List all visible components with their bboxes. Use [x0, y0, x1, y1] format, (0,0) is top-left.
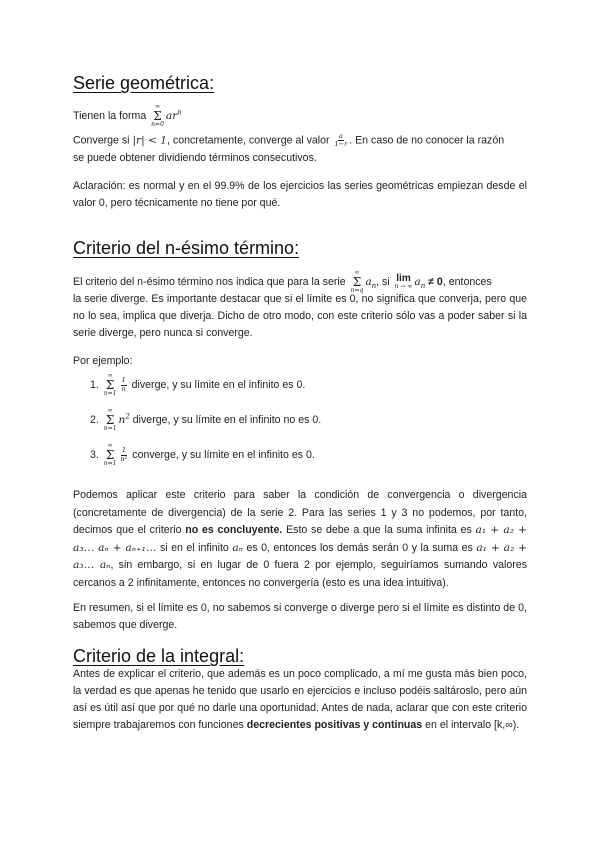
sum-notation: ∞ Σ n=0 [151, 103, 164, 128]
list-item: 3. ∞ Σ n=1 $\frac{1}{\text{n²}}$ converge, y su límite en el infinito es 0. [90, 442, 315, 467]
converge-line: Converge si |r| < 1, concretamente, converge al valor $\frac{a}{1-r}$ . En caso de no conocer la razón [73, 132, 505, 149]
forma-line: Tienen la forma ∞ Σ n=0 $ar^n$ [73, 103, 182, 128]
heading-criterio-n-esimo: Criterio del n-ésimo término: [73, 238, 300, 258]
fraction: $\frac{a}{1-r}$ [334, 132, 348, 149]
criterio-paragraph: la serie diverge. Es importante destacar que si el límite es 0, no significa que converja, pero que no lo sea, implica que diverja. Dicho de otro modo, con este criterio sólo vas a poder saber si la serie diverge, pero nunca si converge. [73, 293, 527, 339]
heading-serie-geometrica: Serie geométrica: [73, 73, 215, 93]
criterio-intro-line: El criterio del n-ésimo término nos indica que para la serie ∞ Σ n=q $a_n$, si lim n → ∞ $a_n \ne 0$, entonces [73, 269, 492, 294]
heading-criterio-integral: Criterio de la integral: [73, 646, 245, 666]
resumen-paragraph: En resumen, si el límite es 0, no sabemos si converge o diverge pero si el límite es distinto de 0, sabemos que diverge. [73, 602, 527, 631]
list-item: 2. ∞ Σ n=1 $n^2$ diverge, y su límite en el infinito no es 0. [90, 407, 322, 432]
converge-line-2: se puede obtener dividiendo términos consecutivos. [73, 152, 317, 164]
aclaracion-paragraph: Aclaración: es normal y en el 99.9% de los ejercicios las series geométricas empiezan desde el valor 0, pero técnicamente no tiene por qué. [73, 180, 527, 209]
integral-paragraph: Antes de explicar el criterio, que además es un poco complicado, a mí me gusta más bien poco, la verdad es que apenas he tenido que usarlo en ejercicios e incluso podéis saltároslo, pero aún así es útil así que por qué no darle una oportunidad. Antes de nada, aclarar que con este criterio siempre trabajaremos con funciones decrecientes positivas y continuas en el intervalo [k,∞). [73, 668, 527, 731]
aplicar-paragraph: Podemos aplicar este criterio para saber la condición de convergencia o divergencia (concretamente de divergencia) de la serie 2. Para las series 1 y 3 no podemos, por tanto, decimos que el criterio no es concluyente. Esto se debe a que la suma infinita es a₁ + a₂ + a₃… aₙ + aₙ₊₁… si en el infinito aₙ es 0, entonces los demás serán 0 y la suma es a₁ + a₂ + a₃… aₙ, sin embargo, si en lugar de 0 fuera 2 por ejemplo, seguiríamos sumando valores cercanos a 2 infinitamente, entonces no convergería (esto es una idea intuitiva). [73, 489, 528, 589]
list-item: 1. ∞ Σ n=1 $\frac{1}{n}$ diverge, y su límite en el infinito es 0. [90, 372, 306, 397]
por-ejemplo: Por ejemplo: [73, 355, 133, 367]
